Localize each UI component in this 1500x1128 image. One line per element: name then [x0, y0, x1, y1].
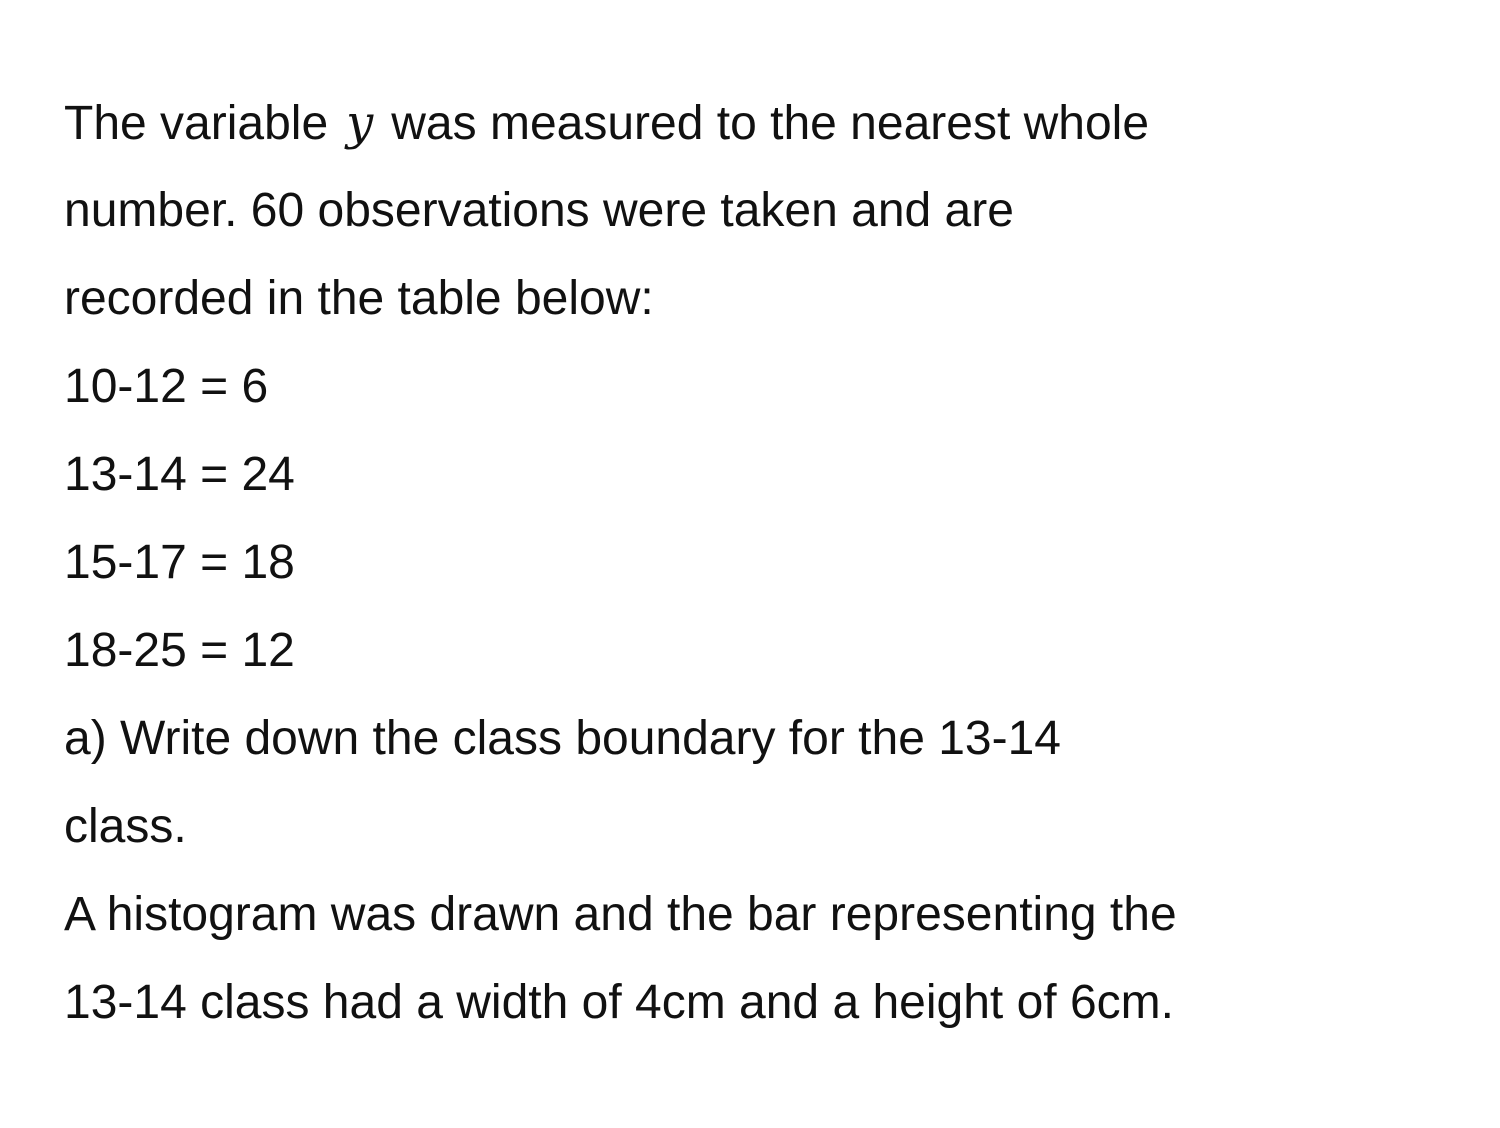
intro-after-variable: was measured to the nearest whole	[391, 97, 1150, 150]
table-row: 15-17 = 18	[64, 536, 295, 589]
histogram-note-line-1: A histogram was drawn and the bar representing the	[64, 888, 1177, 941]
part-a-line-2: class.	[64, 800, 187, 853]
table-row: 18-25 = 12	[64, 624, 295, 677]
table-row: 13-14 = 24	[64, 448, 295, 501]
histogram-note-line-2: 13-14 class had a width of 4cm and a height of 6cm.	[64, 976, 1174, 1029]
question-text	[64, 79, 1464, 1047]
intro-line-2: number. 60 observations were taken and are	[64, 184, 1014, 237]
part-a-line-1: a) Write down the class boundary for the 13-14	[64, 712, 1061, 765]
table-row: 10-12 = 6	[64, 360, 269, 413]
variable-y: y	[346, 95, 374, 151]
intro-before-variable: The variable	[64, 97, 329, 150]
intro-line-1	[64, 79, 1464, 167]
intro-line-3: recorded in the table below:	[64, 272, 654, 325]
